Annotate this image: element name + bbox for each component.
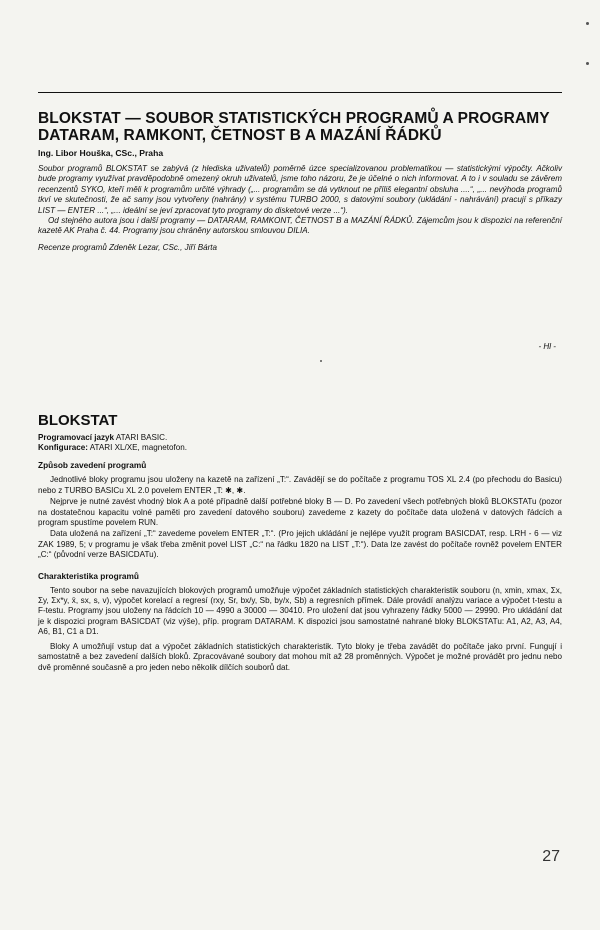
config-label: Konfigurace: [38, 443, 88, 453]
intro-paragraph: Od stejného autora jsou i další programy — DATARAM, RAMKONT, ČETNOST B a MAZÁNÍ ŘÁDKŮ. Zájemcům jsou k dispozici na referenční kazetě AK Praha č. 44. Programy jsou chráněny autorskou smlouvou DILIA. [38, 216, 562, 236]
config-value: ATARI XL/XE, magnetofon. [89, 443, 188, 453]
section-title: BLOKSTAT [38, 412, 118, 429]
program-meta [38, 433, 562, 453]
article-header [38, 110, 562, 252]
features-text [38, 586, 562, 673]
intro-paragraph: Soubor programů BLOKSTAT se zabývá (z hlediska uživatelů) poměrně úzce specializovanou problematikou — statistickými výpočty. Ačkoliv bude programy využívat pravděpodobně omezený okruh uživatelů, jsme toho názoru, že je účelné o nich informovat. A to i v souladu se závěrem recenzentů SYKO, kteří měli k programům určité výhrady („... programům se dá vytknout ne příliš elegantní obsluha ....“, „... nevýhoda programů tkví ve skutečnosti, že ač samy jsou vytvořeny (nahrány) v systému TURBO 2000, s datovými soubory (ukládání - nahrávání) pracují s příkazy LIST — ENTER ...“, „... ideální se jeví zpracovat tyto programy do disketové verze ...“). [38, 164, 562, 215]
article-author: Ing. Libor Houška, CSc., Praha [38, 148, 164, 158]
body-paragraph: Data uložená na zařízení „T:“ zavedeme povelem ENTER „T:“. (Pro jejich ukládání je nejlépe využít program BASICDAT, resp. LRH - 6 — viz ZAK 1989, 5; v programu je však třeba změnit povel LIST „C:“ na řádku 1820 na LIST „T:“). Data lze zavést do počítače rovněž povelem ENTER „C:“ (původní verze BASICDATu). [38, 529, 562, 560]
blokstat-section [38, 412, 562, 674]
body-paragraph: Nejprve je nutné zavést vhodný blok A a poté případně další potřebné bloky B — D. Po zavedení všech potřebných bloků BLOKSTATu (pozor na dostatečnou kapacitu volné paměti pro zavedení datového souboru) zavedeme z kazety do počítače data uložená v datových řádcích a program spustíme povelem RUN. [38, 497, 562, 528]
body-paragraph: Bloky A umožňují vstup dat a výpočet základních statistických charakteristik. Tyto bloky je třeba zavádět do počítače jako první. Fungují i samostatně a bez zavedení dalších bloků. Zpracovávané soubory dat mohou mít až 28 proměnných. Výpočet je možné provádět pro jednu nebo dvě proměnné současně a pro jeden nebo několik dílčích souborů dat. [38, 641, 562, 672]
scan-speck [586, 62, 589, 65]
language-value: ATARI BASIC. [115, 433, 168, 442]
loading-heading: Způsob zavedení programů [38, 460, 147, 471]
body-paragraph: Jednotlivé bloky programu jsou uloženy na kazetě na zařízení „T:“. Zavádějí se do počítače z programu TOS XL 2.4 (po přechodu do Basicu) nebo z TURBO BASICu XL 2.0 povelem ENTER „T: ✱, ✱. [38, 475, 562, 495]
body-paragraph: Tento soubor na sebe navazujících blokových programů umožňuje výpočet základních statistických charakteristik souboru (n, xmin, xmax, Σx, Σy, Σx*y, x̄, sx, s, v), výpočet korelací a regresí (rxy, Sr, bx/y, Sb, by/x, Sb) a regresních přímek. Dále provádí analýzu variace a výpočet t-testu a F-testu. Programy jsou uloženy na řádcích 10 — 4990 a 30000 — 30410. Pro uložení dat jsou vyhrazeny řádky 5000 — 29990. Pro ukládání dat je k dispozici program BASICDAT (viz výše), příp. program DATARAM. K dispozici jsou samostatné nahrané bloky BLOKSTATu: A1, A2, A3, A4, A6, B1, C1 a D1. [38, 585, 562, 637]
scan-speck [586, 22, 589, 25]
article-intro [38, 164, 562, 237]
config-row [38, 443, 562, 453]
features-heading: Charakteristika programů [38, 570, 139, 581]
editor-initials: - Hl - [538, 342, 556, 351]
page-number: 27 [542, 848, 560, 865]
article-title: BLOKSTAT — SOUBOR STATISTICKÝCH PROGRAMŮ A PROGRAMY DATARAM, RAMKONT, ČETNOST B A MAZÁNÍ ŘÁDKŮ [38, 110, 550, 144]
language-row [38, 433, 562, 443]
scan-speck [320, 360, 322, 362]
review-credit: Recenze programů Zdeněk Lezar, CSc., Jiří Bárta [38, 242, 218, 252]
loading-text [38, 475, 562, 560]
top-rule [38, 92, 562, 93]
language-label: Programovací jazyk [38, 433, 115, 442]
